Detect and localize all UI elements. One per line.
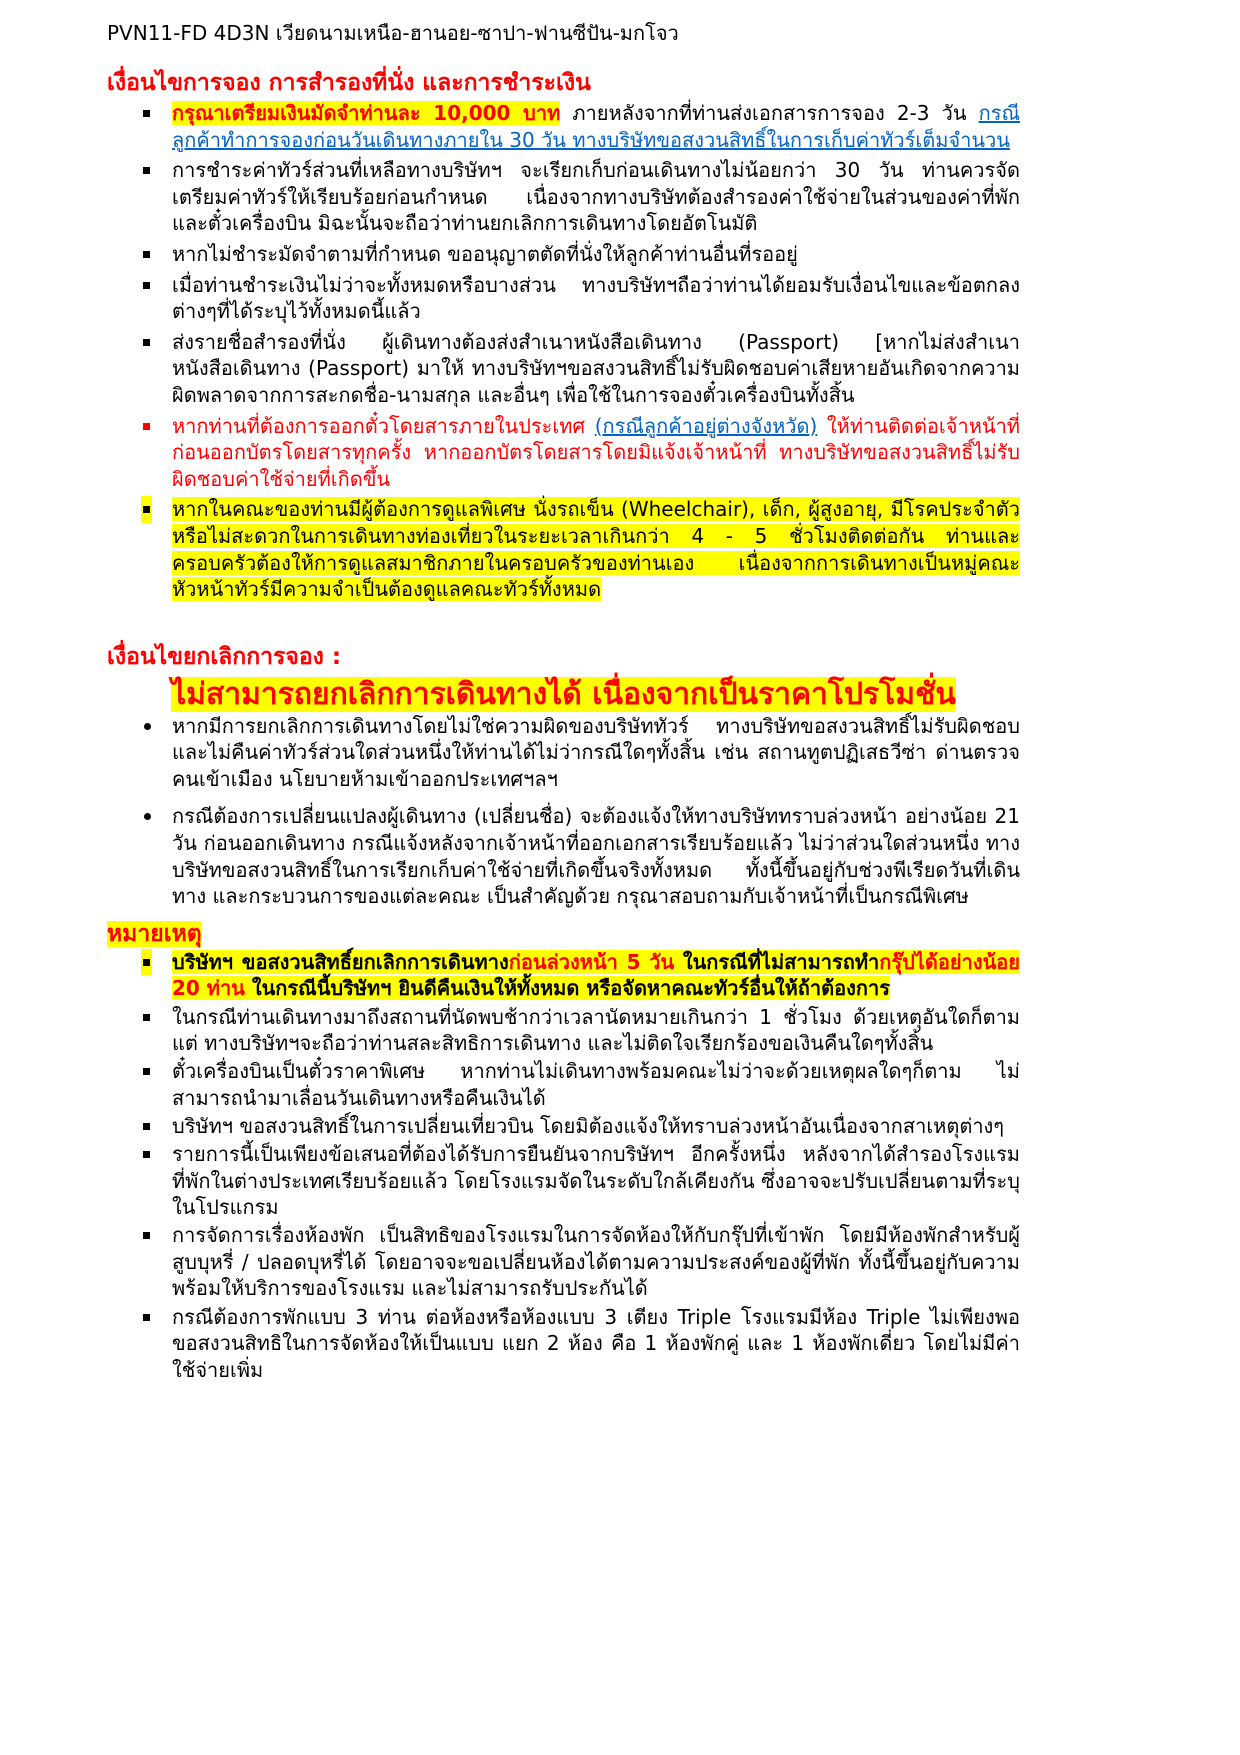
cancellation-conditions-heading: เงื่อนไขยกเลิกการจอง : (107, 643, 342, 670)
list-item (107, 1004, 1020, 1057)
group-minimum-size: กรุ๊ปได้อย่างน้อย 20 ท่าน (172, 949, 1020, 1001)
list-item (107, 713, 1020, 793)
payment-acceptance-text: เมื่อท่านชำระเงินไม่ว่าจะทั้งหมดหรือบางส่วน ทางบริษัทฯถือว่าท่านได้ยอมรับเงื่อนไขและข้อตกลงต่างๆที่ได้ระบุไว้ทั้งหมดนี้แล้ว (172, 272, 1020, 324)
no-refund-text: หากมีการยกเลิกการเดินทางโดยไม่ใช่ความผิดของบริษัททัวร์ ทางบริษัทขอสงวนสิทธิ์ไม่รับผิดชอบ และไม่คืนค่าทัวร์ส่วนใดส่วนหนึ่งให้ท่านได้ไม่ว่ากรณีใดๆทั้งสิ้น เช่น สถานทูตปฏิเสธวีซ่า ด่านตรวจคนเข้าเมือง นโยบายห้ามเข้าออกประเทศฯลฯ (172, 713, 1020, 791)
list-item (107, 241, 1020, 268)
special-care-text: หากในคณะของท่านมีผู้ต้องการดูแลพิเศษ นั่งรถเข็น (Wheelchair), เด็ก, ผู้สูงอายุ, มีโรคประจำตัว หรือไม่สะดวกในการเดินทางท่องเที่ยวในระยะเวลาเกินกว่า 4 - 5 ชั่วโมงติดต่อกัน ท่านและครอบครัวต้องให้การดูแลสมาชิกภายในครอบครัวของท่านเอง เนื่องจากการเดินทางเป็นหมู่คณะ หัวหน้าทัวร์มีความจำเป็นต้องดูแลคณะทัวร์ทั้งหมด (172, 497, 1020, 602)
passport-copy-text: ส่งรายชื่อสำรองที่นั่ง ผู้เดินทางต้องส่งสำเนาหนังสือเดินทาง (Passport) [หากไม่ส่งสำเนาหนังสือเดินทาง (Passport) มาให้ ทางบริษัทฯขอสงวนสิทธิ์ไม่รับผิดชอบค่าเสียหายอันเกิดจากความผิดพลาดจากการสะกดชื่อ-นามสกุล และอื่นๆ เพื่อใช้ในการจองตั๋วเครื่องบินทั้งสิ้น (172, 329, 1020, 407)
balance-payment-text: การชำระค่าทัวร์ส่วนที่เหลือทางบริษัทฯ จะเรียกเก็บก่อนเดินทางไม่น้อยกว่า 30 วัน ท่านควรจัดเตรียมค่าทัวร์ให้เรียบร้อยก่อนกำหนด เนื่องจากทางบริษัทต้องสำรองค่าใช้จ่ายในส่วนของค่าที่พักและตั๋วเครื่องบิน มิฉะนั้นจะถือว่าท่านยกเลิกการเดินทางโดยอัตโนมัติ (172, 158, 1020, 236)
flight-change-text: บริษัทฯ ขอสงวนสิทธิ์ในการเปลี่ยนเที่ยวบิน โดยมิต้องแจ้งให้ทราบล่วงหน้าอันเนื่องจากสาเหตุต่างๆ (172, 1113, 1005, 1138)
square-bullet-icon (143, 167, 150, 174)
deposit-note: ภายหลังจากที่ท่านส่งเอกสารการจอง 2-3 วัน (560, 101, 979, 125)
itinerary-confirmation-text: รายการนี้เป็นเพียงข้อเสนอที่ต้องได้รับการยืนยันจากบริษัทฯ อีกครั้งหนึ่ง หลังจากได้สำรองโรงแรมที่พักในต่างประเทศเรียบร้อยแล้ว โดยโรงแรมจัดในระดับใกล้เคียงกัน ซึ่งอาจจะปรับเปลี่ยนตามที่ระบุในโปรแกรม (172, 1142, 1020, 1220)
list-item (107, 496, 1020, 602)
list-item (107, 413, 1020, 493)
square-bullet-icon (143, 1232, 150, 1239)
unpaid-deposit-text: หากไม่ชำระมัดจำตามที่กำหนด ขออนุญาตตัดที่นั่งให้ลูกค้าท่านอื่นที่รออยู่ (172, 241, 798, 266)
square-bullet-icon (143, 1123, 150, 1130)
list-item (107, 1141, 1020, 1221)
remarks-heading-text: หมายเหตุ (107, 920, 202, 947)
square-bullet-icon (143, 1314, 150, 1321)
square-bullet-icon (143, 339, 150, 346)
page-content (107, 20, 1020, 1383)
cancellation-conditions-list (107, 713, 1020, 910)
remarks-list (107, 949, 1020, 1384)
list-item (107, 272, 1020, 325)
list-item (107, 157, 1020, 237)
group-cancel-deadline: ก่อนล่วงหน้า 5 วัน (508, 949, 675, 974)
no-cancellation-notice (107, 677, 1020, 713)
list-item (107, 1222, 1020, 1302)
list-item (107, 949, 1020, 1002)
group-cancel-text-2: ในกรณีที่ไม่สามารถทำ (674, 949, 880, 974)
name-change-text: กรณีต้องการเปลี่ยนแปลงผู้เดินทาง (เปลี่ยนชื่อ) จะต้องแจ้งให้ทางบริษัททราบล่วงหน้า อย่างน้อย 21 วัน ก่อนออกเดินทาง กรณีแจ้งหลังจากเจ้าหน้าที่ออกเอกสารเรียบร้อยแล้ว ไม่ว่าส่วนใดส่วนหนึ่ง ทางบริษัทขอสงวนสิทธิ์ในการเรียกเก็บค่าใช้จ่ายที่เกิดขึ้นจริงทั้งหมด ทั้งนี้ขึ้นอยู่กับช่วงพีเรียดวันที่เดินทาง และกระบวนการของแต่ละคณะ เป็นสำคัญด้วย กรุณาสอบถามกับเจ้าหน้าที่เป็นกรณีพิเศษ (172, 804, 1020, 909)
list-item (107, 100, 1020, 153)
square-bullet-icon (141, 496, 152, 523)
round-bullet-icon (144, 723, 151, 730)
group-cancel-text: บริษัทฯ ขอสงวนสิทธิ์ยกเลิกการเดินทาง (172, 949, 509, 974)
full-payment-link[interactable]: กรณีลูกค้าทำการจองก่อนวันเดินทางภายใน 30 วัน ทางบริษัทขอสงวนสิทธิ์ในการเก็บค่าทัวร์เต็มจำนวน (172, 101, 1020, 152)
tour-code-title: PVN11-FD 4D3N เวียดนามเหนือ-ฮานอย-ซาปา-ฟานซีปัน-มกโจว (107, 21, 679, 45)
list-item (107, 1113, 1020, 1140)
remarks-heading (107, 920, 1020, 948)
domestic-ticket-text: หากท่านที่ต้องการออกตั๋วโดยสารภายในประเทศ (172, 413, 595, 438)
domestic-ticket-text-cont: ให้ท่านติดต่อเจ้าหน้าที่ก่อนออกบัตรโดยสารทุกครั้ง หากออกบัตรโดยสารโดยมิแจ้งเจ้าหน้าที่ ทางบริษัทขอสงวนสิทธิ์ไม่รับผิดชอบค่าใช้จ่ายที่เกิดขึ้น (172, 413, 1020, 491)
upcountry-customer-link[interactable]: (กรณีลูกค้าอยู่ต่างจังหวัด) (594, 413, 818, 438)
square-bullet-icon (143, 1014, 150, 1021)
square-bullet-icon (141, 949, 152, 976)
square-bullet-icon (143, 1068, 150, 1075)
round-bullet-icon (144, 813, 151, 820)
room-allocation-text: การจัดการเรื่องห้องพัก เป็นสิทธิของโรงแรมในการจัดห้องให้กับกรุ๊ปที่เข้าพัก โดยมีห้องพักสำหรับผู้สูบบุหรี่ / ปลอดบุหรี่ได้ โดยอาจจะขอเปลี่ยนห้องได้ตามความประสงค์ของผู้ที่พัก ทั้งนี้ขึ้นอยู่กับความพร้อมให้บริการของโรงแรม และไม่สามารถรับประกันได้ (172, 1223, 1020, 1301)
square-bullet-icon (143, 110, 150, 117)
list-item (107, 1304, 1020, 1384)
deposit-highlight: กรุณาเตรียมเงินมัดจำท่านละ 10,000 บาท (172, 101, 561, 125)
square-bullet-icon (143, 251, 150, 258)
triple-room-text: กรณีต้องการพักแบบ 3 ท่าน ต่อห้องหรือห้องแบบ 3 เตียง Triple โรงแรมมีห้อง Triple ไม่เพียงพอ ขอสงวนสิทธิในการจัดห้องให้เป็นแบบ แยก 2 ห้อง คือ 1 ห้องพักคู่ และ 1 ห้องพักเดี่ยว โดยไม่มีค่าใช้จ่ายเพิ่ม (172, 1304, 1020, 1382)
special-fare-ticket-text: ตั๋วเครื่องบินเป็นตั๋วราคาพิเศษ หากท่านไม่เดินทางพร้อมคณะไม่ว่าจะด้วยเหตุผลใดๆก็ตาม ไม่สามารถนำมาเลื่อนวันเดินทางหรือคืนเงินได้ (172, 1059, 1020, 1110)
list-item (107, 1058, 1020, 1111)
late-arrival-text: ในกรณีท่านเดินทางมาถึงสถานที่นัดพบช้ากว่าเวลานัดหมายเกินกว่า 1 ชั่วโมง ด้วยเหตุอันใดก็ตามแต่ ทางบริษัทฯจะถือว่าท่านสละสิทธิการเดินทาง และไม่ติดใจเรียกร้องขอเงินคืนใดๆทั้งสิ้น (172, 1004, 1020, 1056)
list-item (107, 803, 1020, 909)
no-cancellation-notice-text: ไม่สามารถยกเลิกการเดินทางได้ เนื่องจากเป็นราคาโปรโมชั่น (171, 676, 956, 712)
booking-conditions-heading: เงื่อนไขการจอง การสำรองที่นั่ง และการชำระเงิน (107, 70, 591, 96)
square-bullet-icon (143, 282, 150, 289)
list-item (107, 329, 1020, 409)
group-cancel-refund-text: ในกรณีนี้บริษัทฯ ยินดีคืนเงินให้ทั้งหมด หรือจัดหาคณะทัวร์อื่นให้ถ้าต้องการ (244, 976, 890, 1001)
booking-conditions-list (107, 100, 1020, 603)
square-bullet-icon (143, 1151, 150, 1158)
square-bullet-icon (143, 423, 150, 430)
